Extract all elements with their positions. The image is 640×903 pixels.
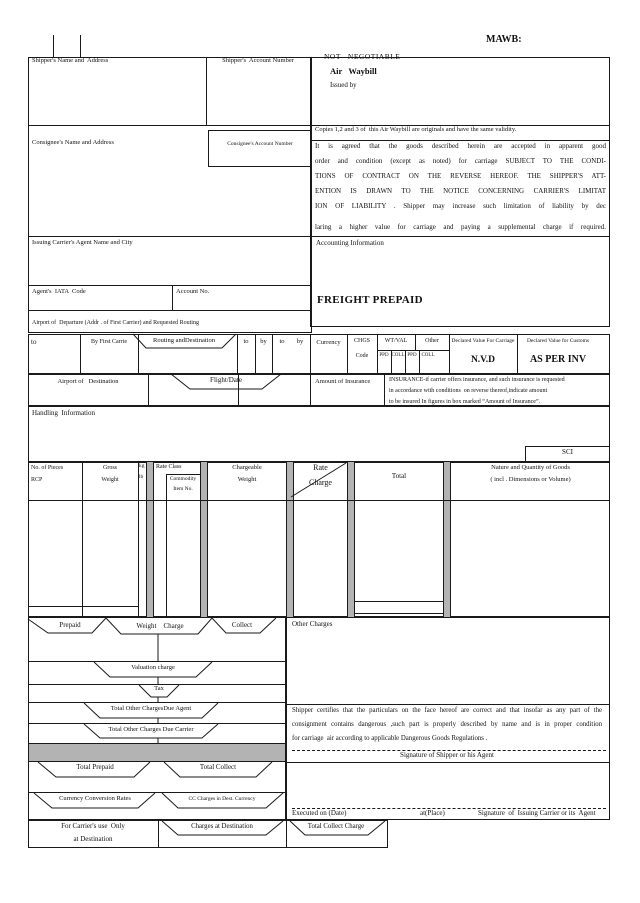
rates-table-body[interactable]	[30, 502, 608, 602]
insurance-note-line: INSURANCE-if carrier offers insurance, and such insurance is requested	[389, 377, 565, 383]
grid-line	[206, 57, 207, 125]
lb-label: lb	[139, 474, 144, 480]
cc-charges-label: CC Charges in Dest. Currency	[188, 796, 256, 802]
mawb-label: MAWB:	[486, 34, 522, 45]
valuation-charge-label: Valuation charge	[131, 664, 175, 671]
declared-value-customs-label: Declared Value for Customs	[526, 338, 590, 344]
routing-destination-label: Routing andDestination	[153, 337, 215, 344]
amount-insurance-label: Amount of Insurance	[315, 378, 371, 385]
rcp-label: RCP	[31, 477, 43, 483]
issued-by-field[interactable]	[370, 80, 600, 120]
grid-line	[158, 820, 159, 848]
carrier-use-label: For Carrier's use Only	[61, 822, 125, 830]
charges-left-border	[28, 617, 286, 820]
grid-line	[28, 310, 312, 311]
issued-by-label: Issued by	[330, 81, 357, 89]
consignee-name-label: Consignee's Name and Address	[32, 139, 114, 146]
gross-weight-label2: Weight	[101, 477, 119, 483]
grid-line	[310, 140, 610, 141]
chgs-code-label: Code	[355, 353, 369, 359]
declared-value-customs-value: AS PER INV	[529, 354, 587, 365]
iata-code-label: Agent's IATA Code	[32, 288, 86, 295]
freight-prepaid-value: FREIGHT PREPAID	[317, 294, 423, 306]
accounting-info-label: Accounting Information	[316, 239, 384, 247]
grid-line	[286, 704, 610, 705]
sci-label: SCI	[562, 448, 573, 456]
chargeable-weight-label: Chargeable	[232, 464, 262, 471]
chargeable-weight-label2: Weight	[237, 476, 257, 483]
commodity-label: Commodity	[169, 476, 197, 482]
grid-line	[286, 820, 287, 848]
grid-line	[28, 236, 312, 237]
departure-routing-field[interactable]	[200, 318, 308, 332]
currency-label: Currency	[316, 339, 341, 346]
at-place-label: at(Place)	[420, 809, 445, 817]
kg-label: kg	[139, 463, 145, 469]
grid-line	[28, 792, 286, 793]
total-collect-label: Total Collect	[199, 763, 237, 771]
conditions-line: order and condition (except as noted) for carriage SUBJECT TO THE CONDI-	[315, 157, 606, 165]
grid-line	[28, 125, 312, 126]
executed-on-label: Executed on (Date)	[292, 809, 347, 817]
signature-carrier-label: Signature of Issuing Carrier or its Agent	[478, 809, 596, 817]
agent-name-city-field[interactable]	[30, 250, 308, 283]
signature-shipper-label: Signature of Shipper or his Agent	[400, 751, 494, 759]
amount-insurance-field[interactable]	[313, 390, 381, 404]
total-due-agent-label: Total Other ChargesDue Agent	[110, 705, 192, 712]
shipper-account-field[interactable]	[208, 68, 308, 123]
flight-date-label: Flight/Date	[210, 376, 242, 384]
gross-weight-label: Gross	[102, 465, 117, 471]
conditions-line: ENTION IS DRAWN TO THE NOTICE CONCERNING CARRIER'S LIMITAT	[315, 187, 606, 195]
total-due-carrier-label: Total Other Charges Due Carrier	[108, 726, 194, 733]
total-prepaid-label: Total Prepaid	[76, 763, 114, 771]
grid-line	[172, 285, 173, 310]
grid-line	[28, 661, 286, 662]
conditions-line: TIONS OF CONTRACT ON THE REVERSE HEREOF. THE SHIPPER'S ATT-	[315, 172, 606, 180]
handling-info-field[interactable]	[30, 420, 520, 460]
grid-line	[310, 374, 311, 406]
certification-line: for carriage air according to applicable Dangerous Goods Regulations .	[292, 735, 488, 742]
collect-label: Collect	[231, 621, 253, 629]
prepaid-label: Prepaid	[59, 621, 81, 629]
agent-name-city-label: Issuing Carrier's Agent Name and City	[32, 239, 133, 246]
rate-class-label: Rate Class	[156, 464, 182, 470]
weight-charge-label: Weight Charge	[136, 622, 184, 630]
chgs-label: CHGS	[353, 338, 370, 344]
grid-line	[272, 334, 273, 374]
grid-line	[28, 606, 138, 607]
other-coll-label: COLL	[421, 353, 435, 358]
pieces-label: No. of Pieces	[31, 465, 64, 471]
air-waybill-title: Air Waybill	[330, 66, 377, 76]
first-carrier-label: By First Carrie	[91, 339, 127, 345]
wtval-label: WT/VAL	[384, 338, 408, 344]
routing-to-label: to	[279, 338, 285, 345]
declared-value-carriage-value: N.V.D	[470, 355, 496, 365]
table-header-line	[28, 500, 610, 501]
routing-to-label: to	[31, 338, 37, 346]
consignee-name-field[interactable]	[30, 150, 204, 232]
grid-line	[166, 474, 200, 475]
consignee-account-box	[208, 130, 312, 167]
tax-label: Tax	[154, 685, 164, 692]
total-label: Total	[391, 472, 407, 480]
iata-code-field[interactable]	[30, 298, 170, 309]
other-ppd-label: PPD	[407, 353, 417, 358]
nature-goods-label2: ( incl . Dimensions or Volume)	[490, 476, 571, 483]
routing-by-label: by	[260, 338, 267, 345]
grid-line	[28, 743, 286, 744]
account-no-field[interactable]	[174, 298, 310, 309]
certification-line: Shipper certifies that the particulars on the face hereof are correct and that insofar as any part of the	[292, 707, 602, 714]
other-label: Other	[425, 338, 439, 344]
shipper-name-label: Shipper's Name and Address	[32, 57, 109, 64]
insurance-note-line: to be insured In figures in box marked “Amount of Insurance”.	[389, 399, 541, 405]
currency-conversion-label: Currency Conversion Rates	[59, 795, 131, 802]
grid-line	[377, 350, 449, 351]
handling-info-label: Handling Information	[32, 409, 95, 417]
grid-line	[148, 374, 149, 406]
grid-line	[28, 702, 286, 703]
departure-routing-label: Airport of Departure (Addr . of First Carrier) and Requested Routing	[32, 320, 199, 326]
grid-line	[28, 723, 286, 724]
grid-line	[28, 761, 286, 762]
grid-line	[355, 613, 443, 614]
shipper-name-field[interactable]	[30, 68, 204, 123]
total-collect-charge-label: Total Collect Charge	[307, 823, 365, 830]
shipper-account-label: Shipper's Account Number	[222, 57, 294, 64]
other-charges-field[interactable]	[292, 632, 606, 702]
conditions-line: It is agreed that the goods described herein are accepted in apparent good	[315, 142, 606, 150]
commodity-item-label: Item No.	[173, 486, 193, 492]
account-no-label: Account No.	[176, 288, 210, 295]
wtval-coll-label: COLL	[391, 353, 405, 358]
airport-destination-label: Airport of Destination	[57, 378, 119, 385]
routing-to-label: to	[243, 338, 249, 345]
declared-value-carriage-label: Declared Value For Carriage	[451, 338, 515, 344]
consignee-account-label: Consignee's Account Number	[227, 141, 293, 147]
conditions-line: laring a higher value for carriage and paying a supplemental charge if required.	[315, 223, 606, 231]
consignee-account-field[interactable]	[208, 168, 310, 234]
grid-line	[384, 374, 385, 406]
charges-at-destination-label: Charges at Destination	[191, 823, 253, 830]
copies-note: Copies 1,2 and 3 of this Air Waybill are originals and have the same validity.	[315, 126, 517, 133]
carrier-use-label2: at Destination	[73, 835, 113, 843]
grid-line	[138, 334, 139, 374]
grid-line	[286, 762, 610, 763]
wtval-ppd-label: PPD	[379, 353, 389, 358]
certification-line: consignment contains dangerous ,such part is properly described by name and is in proper condition	[292, 721, 602, 728]
not-negotiable-label: NOT NEGOTIABLE	[324, 52, 401, 61]
grid-line	[28, 285, 312, 286]
rate-label: Rate	[313, 463, 328, 472]
routing-by-label: by	[296, 338, 304, 345]
gray-separator-bar	[29, 744, 285, 761]
fold-mark	[80, 35, 81, 57]
other-charges-label: Other Charges	[292, 620, 333, 628]
conditions-line: ION OF LIABILITY . Shipper may increase such limitation of liability by dec	[315, 202, 606, 210]
charge-label: Charge	[309, 478, 332, 487]
grid-line	[310, 236, 610, 237]
fold-mark	[53, 35, 54, 57]
nature-goods-label: Nature and Quantity of Goods	[491, 464, 570, 471]
insurance-note-line: in accordance with conditions on reverse thereof,indicate amount	[389, 388, 548, 394]
